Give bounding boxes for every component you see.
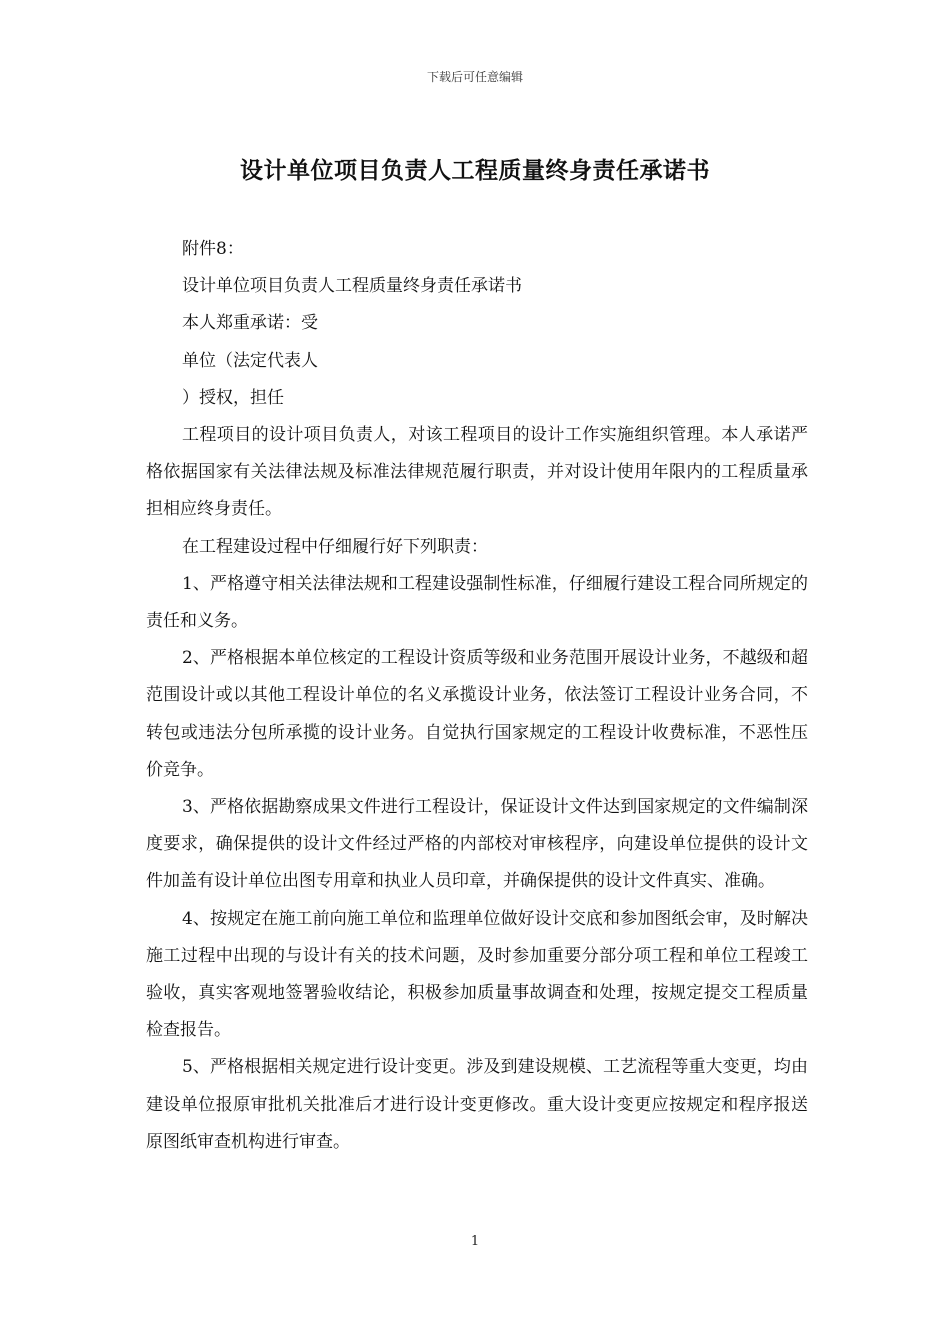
- paragraph-duties-intro: 在工程建设过程中仔细履行好下列职责：: [182, 536, 488, 557]
- paragraph-duty-2: 2、严格根据本单位核定的工程设计资质等级和业务范围开展设计业务，不越级和超范围设计或以其他工程设计单位的名义承揽设计业务，依法签订工程设计业务合同，不转包或违法分包所承揽的设计业务。自觉执行国家规定的工程设计收费标准，不恶性压价竞争。: [146, 648, 808, 780]
- document-body: [146, 231, 808, 1161]
- paragraph-pledge-intro: 本人郑重承诺：受: [182, 313, 318, 334]
- paragraph-attachment-label: 附件8：: [182, 239, 244, 259]
- paragraph-duty-4: 4、按规定在施工前向施工单位和监理单位做好设计交底和参加图纸会审，及时解决施工过程中出现的与设计有关的技术问题，及时参加重要分部分项工程和单位工程竣工验收，真实客观地签署验收结论，积极参加质量事故调查和处理，按规定提交工程质量检查报告。: [146, 908, 808, 1041]
- paragraph-duty-1: 1、严格遵守相关法律法规和工程建设强制性标准，仔细履行建设工程合同所规定的责任和义务。: [146, 573, 808, 632]
- paragraph-authorization: ）授权，担任: [182, 387, 284, 408]
- paragraph-duty-3: 3、严格依据勘察成果文件进行工程设计，保证设计文件达到国家规定的文件编制深度要求，确保提供的设计文件经过严格的内部校对审核程序，向建设单位提供的设计文件加盖有设计单位出图专用章和执业人员印章，并确保提供的设计文件真实、准确。: [146, 797, 808, 892]
- paragraph-duty-5: 5、严格根据相关规定进行设计变更。涉及到建设规模、工艺流程等重大变更，均由建设单位报原审批机关批准后才进行设计变更修改。重大设计变更应按规定和程序报送原图纸审查机构进行审查。: [146, 1057, 808, 1152]
- document-title: 设计单位项目负责人工程质量终身责任承诺书: [240, 157, 710, 184]
- header-note: 下载后可任意编辑: [426, 70, 523, 84]
- paragraph-role-statement: 工程项目的设计项目负责人，对该工程项目的设计工作实施组织管理。本人承诺严格依据国家有关法律法规及标准法律规范履行职责，并对设计使用年限内的工程质量承担相应终身责任。: [146, 425, 808, 520]
- page-number: 1: [470, 1234, 480, 1249]
- paragraph-subtitle: 设计单位项目负责人工程质量终身责任承诺书: [182, 276, 522, 297]
- paragraph-unit-representative: 单位（法定代表人: [182, 350, 318, 371]
